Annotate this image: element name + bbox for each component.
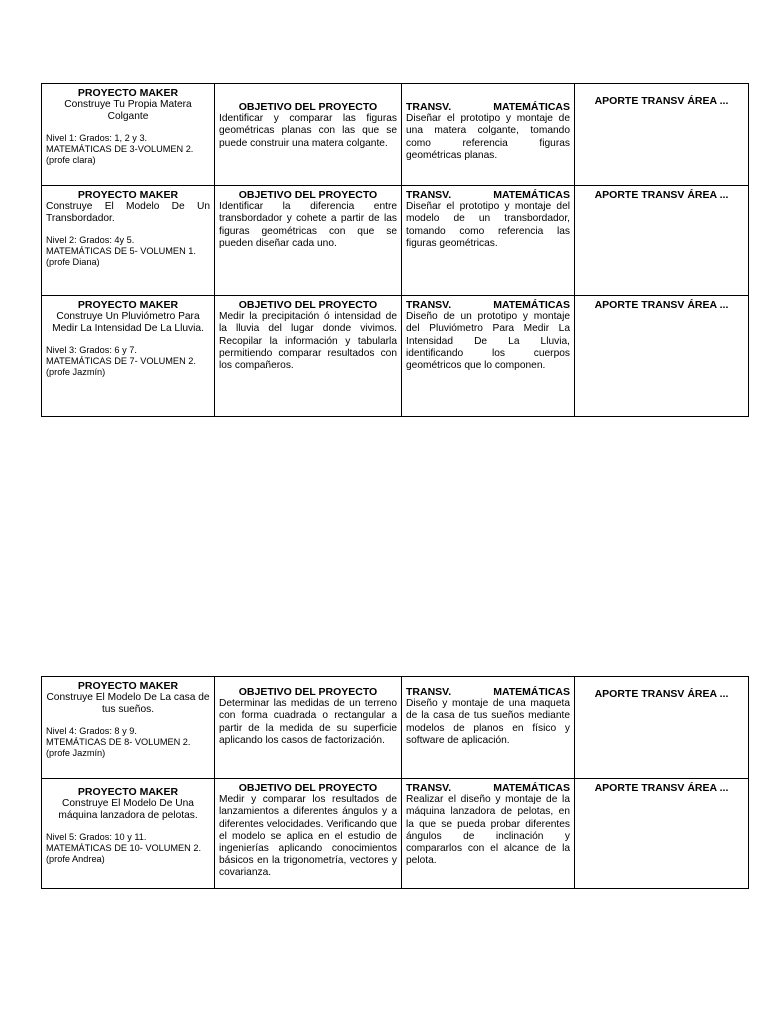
aporte-header: APORTE TRANSV ÁREA ... bbox=[594, 189, 729, 201]
maker-name: Construye El Modelo De La casa de tus sueños. bbox=[46, 692, 210, 716]
aporte-cell bbox=[575, 186, 749, 296]
objetivo-cell bbox=[215, 296, 402, 417]
aporte-header: APORTE TRANSV ÁREA ... bbox=[594, 782, 729, 794]
table-row bbox=[42, 84, 749, 186]
maker-title: PROYECTO MAKER bbox=[77, 87, 179, 99]
table-row bbox=[42, 779, 749, 889]
objetivo-cell bbox=[215, 779, 402, 889]
maker-level: Nivel 4: Grados: 8 y 9. bbox=[46, 725, 137, 736]
maker-title: PROYECTO MAKER bbox=[77, 299, 179, 311]
maker-teacher: (profe Diana) bbox=[46, 257, 100, 268]
transv-label: TRANSV. bbox=[406, 299, 452, 311]
maker-cell bbox=[42, 677, 215, 779]
maker-info bbox=[46, 235, 210, 269]
objetivo-header: OBJETIVO DEL PROYECTO bbox=[238, 686, 378, 698]
objetivo-text: Identificar y comparar las figuras geométricas planas con las que se puede construir una matera colgante. bbox=[219, 113, 397, 149]
maker-teacher: (profe Jazmín) bbox=[46, 367, 106, 378]
projects-table-2 bbox=[41, 676, 749, 889]
aporte-cell bbox=[575, 84, 749, 186]
objetivo-text: Identificar la diferencia entre transbordador y cohete a partir de las figuras geométricas con que se pueden diseñar cada uno. bbox=[219, 201, 397, 249]
transv-label: TRANSV. bbox=[406, 686, 452, 698]
table-row bbox=[42, 296, 749, 417]
objetivo-header: OBJETIVO DEL PROYECTO bbox=[238, 189, 378, 201]
transv-label: TRANSV. bbox=[406, 101, 452, 113]
transv-header bbox=[406, 686, 570, 698]
transv-header bbox=[406, 299, 570, 311]
aporte-cell bbox=[575, 677, 749, 779]
transv-text: Diseño y montaje de una maqueta de la casa de tus sueños mediante modelos de planos en físico y software de aplicación. bbox=[406, 698, 570, 746]
maker-book: MATEMÁTICAS DE 3-VOLUMEN 2. bbox=[46, 143, 194, 154]
objetivo-cell bbox=[215, 84, 402, 186]
maker-name: Construye El Modelo De Una máquina lanzadora de pelotas. bbox=[58, 798, 198, 822]
maker-info bbox=[46, 726, 210, 760]
maker-name: Construye El Modelo De Un Transbordador. bbox=[46, 201, 210, 225]
transv-cell bbox=[402, 677, 575, 779]
transv-area: MATEMÁTICAS bbox=[493, 686, 570, 698]
maker-level: Nivel 1: Grados: 1, 2 y 3. bbox=[46, 132, 148, 143]
table-row bbox=[42, 677, 749, 779]
transv-area: MATEMÁTICAS bbox=[493, 101, 570, 113]
transv-area: MATEMÁTICAS bbox=[493, 299, 570, 311]
maker-info bbox=[46, 133, 210, 167]
maker-info bbox=[46, 832, 210, 866]
objetivo-text: Medir la precipitación ó intensidad de la lluvia del lugar donde vivimos. Recopilar la información y tabularla permitiendo comparar resultados con los compañeros. bbox=[219, 311, 397, 372]
transv-header bbox=[406, 101, 570, 113]
maker-name: Construye Un Pluviómetro Para Medir La Intensidad De La Lluvia. bbox=[52, 311, 204, 335]
transv-text: Diseñar el prototipo y montaje de una matera colgante, tomando como referencia figuras geométricas planas. bbox=[406, 113, 570, 161]
objetivo-cell bbox=[215, 186, 402, 296]
maker-level: Nivel 2: Grados: 4y 5. bbox=[46, 234, 135, 245]
maker-name: Construye Tu Propia Matera Colgante bbox=[64, 99, 192, 123]
maker-level: Nivel 5: Grados: 10 y 11. bbox=[46, 831, 147, 842]
maker-teacher: (profe Jazmín) bbox=[46, 748, 106, 759]
aporte-cell bbox=[575, 296, 749, 417]
maker-cell bbox=[42, 296, 215, 417]
transv-label: TRANSV. bbox=[406, 782, 452, 794]
objetivo-text: Determinar las medidas de un terreno con forma cuadrada o rectangular a partir de la medida de su superficie aplicando los casos de factorización. bbox=[219, 698, 397, 746]
transv-cell bbox=[402, 296, 575, 417]
maker-cell bbox=[42, 84, 215, 186]
transv-area: MATEMÁTICAS bbox=[493, 189, 570, 201]
maker-cell bbox=[42, 186, 215, 296]
objetivo-cell bbox=[215, 677, 402, 779]
maker-book: MTEMÁTICAS DE 8- VOLUMEN 2. bbox=[46, 736, 191, 747]
transv-label: TRANSV. bbox=[406, 189, 452, 201]
transv-text: Diseño de un prototipo y montaje del Pluviómetro Para Medir La Intensidad De La Lluvia, identificando los cuerpos geométricos que lo componen. bbox=[406, 311, 570, 372]
projects-table-1 bbox=[41, 83, 749, 417]
maker-teacher: (profe Andrea) bbox=[46, 854, 105, 865]
aporte-header: APORTE TRANSV ÁREA ... bbox=[594, 299, 729, 311]
maker-cell bbox=[42, 779, 215, 889]
aporte-cell bbox=[575, 779, 749, 889]
transv-text: Realizar el diseño y montaje de la máquina lanzadora de pelotas, en la que se pueda probar diferentes ángulos de inclinación y compararlos con el alcance de la pelota. bbox=[406, 794, 570, 867]
maker-book: MATEMÁTICAS DE 7- VOLUMEN 2. bbox=[46, 355, 196, 366]
maker-info bbox=[46, 345, 210, 379]
transv-cell bbox=[402, 779, 575, 889]
objetivo-text: Medir y comparar los resultados de lanzamientos a diferentes ángulos y a diferentes velocidades. Verificando que el modelo se aplica en el estudio de ingenierías aplicando conocimientos básicos en la trigonometría, vectores y covarianza. bbox=[219, 794, 397, 879]
transv-cell bbox=[402, 84, 575, 186]
maker-book: MATEMÁTICAS DE 5- VOLUMEN 1. bbox=[46, 245, 196, 256]
maker-title: PROYECTO MAKER bbox=[77, 189, 179, 201]
maker-title: PROYECTO MAKER bbox=[77, 786, 179, 798]
transv-cell bbox=[402, 186, 575, 296]
maker-book: MATEMÁTICAS DE 10- VOLUMEN 2. bbox=[46, 842, 202, 853]
objetivo-header: OBJETIVO DEL PROYECTO bbox=[238, 299, 378, 311]
table-row bbox=[42, 186, 749, 296]
objetivo-header: OBJETIVO DEL PROYECTO bbox=[238, 101, 378, 113]
maker-level: Nivel 3: Grados: 6 y 7. bbox=[46, 344, 137, 355]
transv-text: Diseñar el prototipo y montaje del modelo de un transbordador, tomando como referencia las figuras geométricas. bbox=[406, 201, 570, 249]
transv-header bbox=[406, 189, 570, 201]
aporte-header: APORTE TRANSV ÁREA ... bbox=[594, 688, 729, 700]
transv-area: MATEMÁTICAS bbox=[493, 782, 570, 794]
objetivo-header: OBJETIVO DEL PROYECTO bbox=[238, 782, 378, 794]
maker-teacher: (profe clara) bbox=[46, 155, 96, 166]
maker-title: PROYECTO MAKER bbox=[77, 680, 179, 692]
aporte-header: APORTE TRANSV ÁREA ... bbox=[594, 95, 729, 107]
transv-header bbox=[406, 782, 570, 794]
